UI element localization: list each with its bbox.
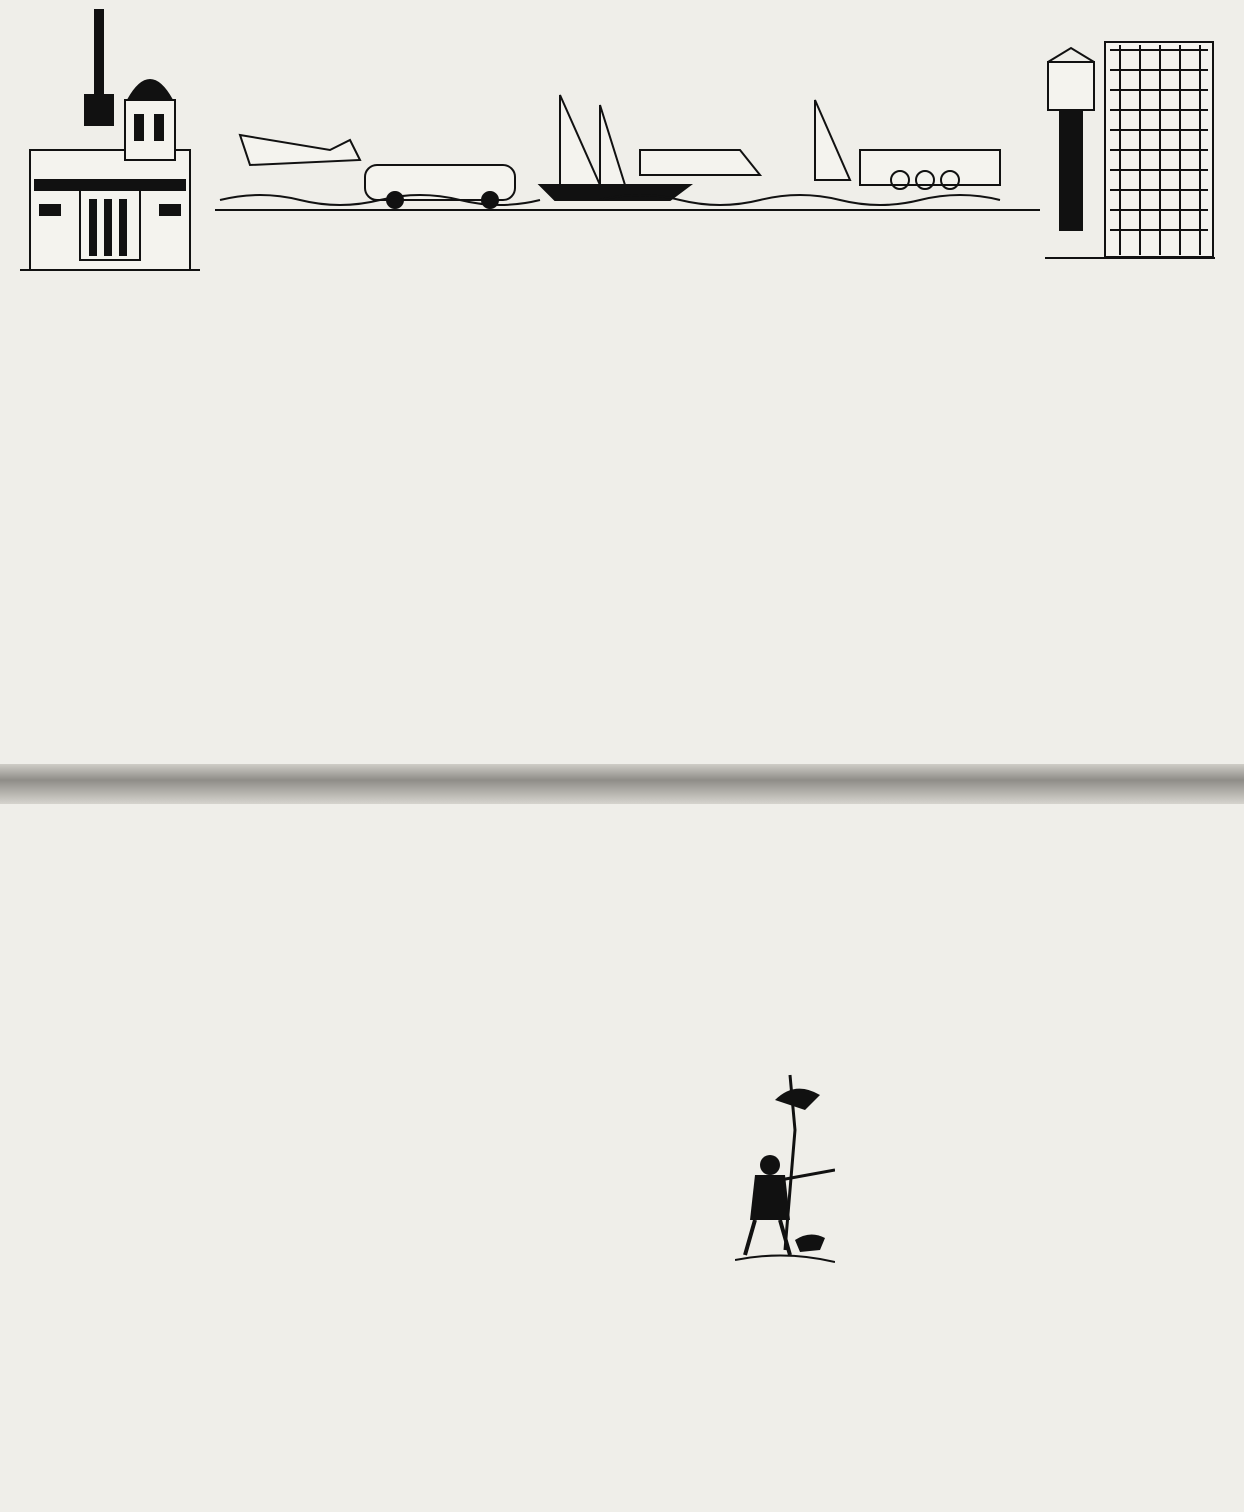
monument-church-drawing [20,10,200,270]
book-gutter [0,764,1244,804]
tower-lamp-drawing [1045,42,1215,258]
transport-scene-drawing [215,95,1040,210]
header-illustration [0,0,1244,280]
hunter-illustration [735,1070,835,1270]
